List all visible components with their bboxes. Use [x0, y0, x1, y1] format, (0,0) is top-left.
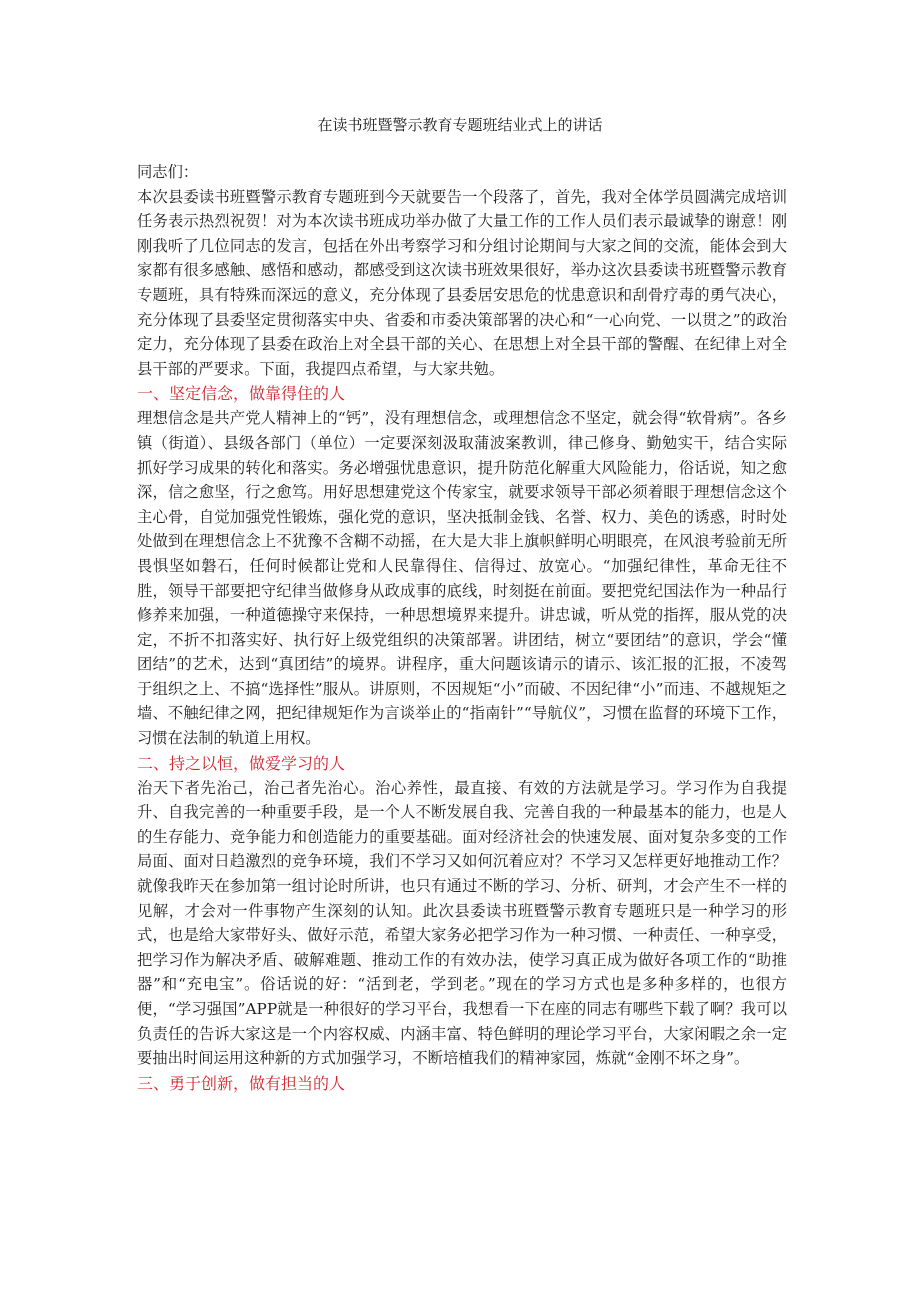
document-body [137, 160, 787, 1096]
section-body-2: 治天下者先治己，治己者先治心。治心养性，最直接、有效的方法就是学习。学习作为自我提升、自我完善的一种重要手段，是一个人不断发展自我、完善自我的一种最基本的能力，也是人的生存能力、竞争能力和创造能力的重要基础。面对经济社会的快速发展、面对复杂多变的工作局面、面对日趋激烈的竞争环境，我们不学习又如何沉着应对？不学习又怎样更好地推动工作？就像我昨天在参加第一组讨论时所讲，也只有通过不断的学习、分析、研判，才会产生不一样的见解，才会对一件事物产生深刻的认知。此次县委读书班暨警示教育专题班只是一种学习的形式，也是给大家带好头、做好示范，希望大家务必把学习作为一种习惯、一种责任、一种享受，把学习作为解决矛盾、破解难题、推动工作的有效办法，使学习真正成为做好各项工作的“助推器”和“充电宝”。俗话说的好：“活到老，学到老。”现在的学习方式也是多种多样的，也很方便，“学习强国”APP就是一种很好的学习平台，我想看一下在座的同志有哪些下载了啊？我可以负责任的告诉大家这是一个内容权威、内涵丰富、特色鲜明的理论学习平台，大家闲暇之余一定要抽出时间运用这种新的方式加强学习，不断培植我们的精神家园，炼就“金刚不坏之身”。 [137, 778, 787, 1068]
intro-paragraph: 本次县委读书班暨警示教育专题班到今天就要告一个段落了，首先，我对全体学员圆满完成培训任务表示热烈祝贺！对为本次读书班成功举办做了大量工作的工作人员们表示最诚挚的谢意！刚刚我听了几位同志的发言，包括在外出考察学习和分组讨论期间与大家之间的交流，能体会到大家都有很多感触、感悟和感动，都感受到这次读书班效果很好，举办这次县委读书班暨警示教育专题班，具有特殊而深远的意义，充分体现了县委居安思危的忧患意识和刮骨疗毒的勇气决心，充分体现了县委坚定贯彻落实中央、省委和市委决策部署的决心和“一心向党、一以贯之”的政治定力，充分体现了县委在政治上对全县干部的关心、在思想上对全县干部的警醒、在纪律上对全县干部的严要求。下面，我提四点希望，与大家共勉。 [137, 187, 787, 378]
section-heading-3: 三、勇于创新，做有担当的人 [137, 1073, 346, 1093]
section-body-1: 理想信念是共产党人精神上的“钙”，没有理想信念，或理想信念不坚定，就会得“软骨病”。各乡镇（街道）、县级各部门（单位）一定要深刻汲取蒲波案教训，律己修身、勤勉实干，结合实际抓好学习成果的转化和落实。务必增强忧患意识，提升防范化解重大风险能力，俗话说，知之愈深，信之愈坚，行之愈笃。用好思想建党这个传家宝，就要求领导干部必须着眼于理想信念这个主心骨，自觉加强党性锻炼，强化党的意识，坚决抵制金钱、名誉、权力、美色的诱惑，时时处处做到在理想信念上不犹豫不含糊不动摇，在大是大非上旗帜鲜明心明眼亮，在风浪考验前无所畏惧坚如磐石，任何时候都让党和人民靠得住、信得过、放宽心。“加强纪律性，革命无往不胜，领导干部要把守纪律当做修身从政成事的底线，时刻挺在前面。要把党纪国法作为一种品行修养来加强，一种道德操守来保持，一种思想境界来提升。讲忠诚，听从党的指挥，服从党的决定，不折不扣落实好、执行好上级党组织的决策部署。讲团结，树立“要团结”的意识，学会“懂团结”的艺术，达到“真团结”的境界。讲程序，重大问题该请示的请示、该汇报的汇报，不凌驾于组织之上、不搞“选择性”服从。讲原则，不因规矩“小”而破、不因纪律“小”而违、不越规矩之墙、不触纪律之网，把纪律规矩作为言谈举止的“指南针”“导航仪”，习惯在监督的环境下工作，习惯在法制的轨道上用权。 [137, 409, 787, 748]
section-heading-1: 一、坚定信念，做靠得住的人 [137, 384, 346, 404]
section-heading-2: 二、持之以恒，做爱学习的人 [137, 753, 346, 773]
salutation: 同志们： [137, 163, 199, 181]
document-title: 在读书班暨警示教育专题班结业式上的讲话 [317, 116, 603, 134]
